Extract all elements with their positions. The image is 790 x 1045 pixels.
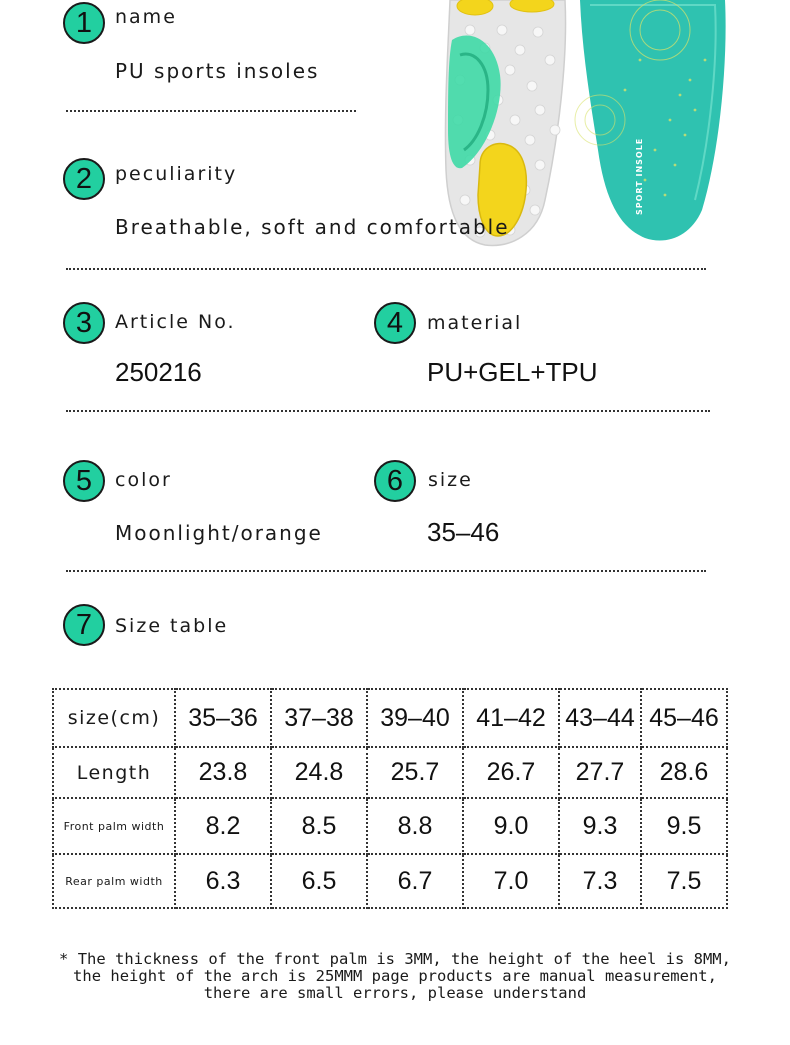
table-header-cell: 35–36: [175, 689, 271, 747]
divider: [66, 570, 706, 572]
table-header-row: [53, 689, 727, 747]
table-cell: 7.5: [641, 854, 727, 908]
table-cell: 25.7: [367, 747, 463, 798]
table-header-cell: 45–46: [641, 689, 727, 747]
table-row-label: Rear palm width: [53, 854, 175, 908]
table-header-cell: 39–40: [367, 689, 463, 747]
note-line: * The thickness of the front palm is 3MM, the height of the heel is 8MM,: [59, 950, 731, 968]
name-label: name: [115, 6, 177, 28]
divider: [66, 410, 710, 412]
table-cell: 7.3: [559, 854, 641, 908]
color-label: color: [115, 469, 172, 491]
table-cell: 23.8: [175, 747, 271, 798]
table-row: [53, 854, 727, 908]
right-insole-top: [575, 0, 726, 241]
measurement-note: [0, 951, 790, 1002]
table-cell: 9.5: [641, 798, 727, 854]
table-cell: 9.0: [463, 798, 559, 854]
table-row-label: Length: [53, 747, 175, 798]
name-value: PU sports insoles: [115, 59, 320, 83]
size-table-label: Size table: [115, 615, 229, 637]
left-insole-bottom: [445, 0, 565, 245]
table-cell: 8.5: [271, 798, 367, 854]
table-header-label: size(cm): [53, 689, 175, 747]
table-cell: 27.7: [559, 747, 641, 798]
insole-product-image: [440, 0, 730, 250]
section-number-4: 4: [374, 302, 416, 344]
table-cell: 6.5: [271, 854, 367, 908]
divider: [66, 268, 706, 270]
size-label: size: [428, 469, 473, 491]
section-number-3: 3: [63, 302, 105, 344]
material-label: material: [427, 312, 523, 334]
peculiarity-label: peculiarity: [115, 163, 238, 185]
divider: [66, 110, 356, 112]
table-row: [53, 798, 727, 854]
section-number-7: 7: [63, 604, 105, 646]
peculiarity-value: Breathable, soft and comfortable: [115, 215, 510, 239]
table-cell: 28.6: [641, 747, 727, 798]
size-value: 35–46: [427, 517, 500, 547]
table-cell: 6.7: [367, 854, 463, 908]
table-cell: 24.8: [271, 747, 367, 798]
table-header-cell: 41–42: [463, 689, 559, 747]
article-label: Article No.: [115, 311, 236, 333]
section-number-2: 2: [63, 158, 105, 200]
section-number-6: 6: [374, 460, 416, 502]
table-cell: 9.3: [559, 798, 641, 854]
note-line: the height of the arch is 25MMM page products are manual measurement,: [73, 967, 717, 985]
table-header-cell: 37–38: [271, 689, 367, 747]
section-number-1: 1: [63, 2, 105, 44]
table-row-label: Front palm width: [53, 798, 175, 854]
table-header-cell: 43–44: [559, 689, 641, 747]
table-row: [53, 747, 727, 798]
note-line: there are small errors, please understand: [203, 984, 587, 1002]
table-cell: 6.3: [175, 854, 271, 908]
material-value: PU+GEL+TPU: [427, 357, 598, 387]
insole-brand-text: SPORT INSOLE: [635, 137, 644, 215]
section-number-5: 5: [63, 460, 105, 502]
table-cell: 7.0: [463, 854, 559, 908]
size-table: [52, 688, 728, 909]
table-cell: 8.8: [367, 798, 463, 854]
table-cell: 26.7: [463, 747, 559, 798]
article-value: 250216: [115, 357, 202, 387]
color-value: Moonlight/orange: [115, 521, 323, 545]
table-cell: 8.2: [175, 798, 271, 854]
